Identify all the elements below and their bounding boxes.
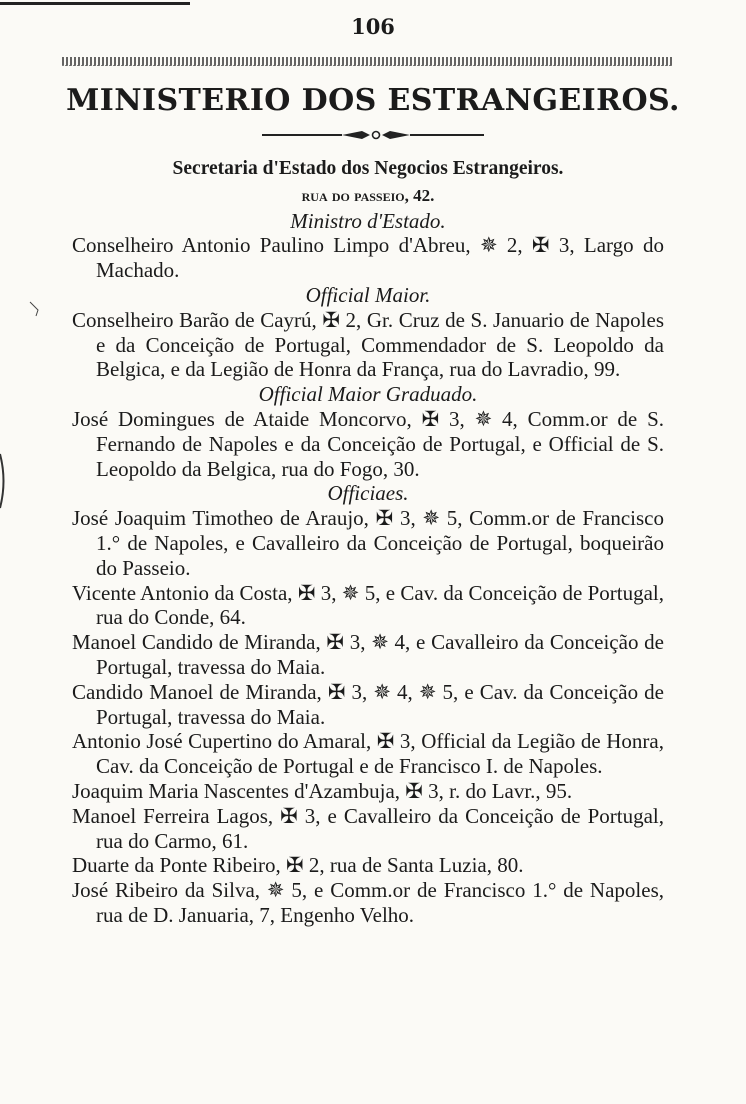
document-body <box>72 157 664 928</box>
officiaes-entry: Antonio José Cupertino do Amaral, ✠ 3, Official da Legião de Honra, Cav. da Conceição de Portugal e de Francisco I. de Napoles. <box>72 729 664 779</box>
header-rule <box>62 57 672 66</box>
officiaes-entry: Candido Manoel de Miranda, ✠ 3, ✵ 4, ✵ 5, e Cav. da Conceição de Portugal, travessa do Maia. <box>72 679 664 729</box>
official-maior-graduado-entry: José Domingues de Ataide Moncorvo, ✠ 3, ✵ 4, Comm.or de S. Fernando de Napoles e da Conceição de Portugal, e Official de S. Leopoldo da Belgica, rua do Fogo, 30. <box>72 406 664 481</box>
ornament-divider <box>262 128 484 142</box>
officiaes-entry: José Joaquim Timotheo de Araujo, ✠ 3, ✵ 5, Comm.or de Francisco 1.° de Napoles, e Cavalleiro da Conceição de Portugal, boqueirão do Passeio. <box>72 506 664 580</box>
page-number: 106 <box>351 14 395 39</box>
official-maior-graduado-heading: Official Maior Graduado. <box>258 382 478 407</box>
secretaria-address: rua do passeio, 42. <box>301 185 435 205</box>
binding-edge-mark <box>0 452 8 510</box>
margin-mark <box>28 300 42 318</box>
official-maior-entry: Conselheiro Barão de Cayrú, ✠ 2, Gr. Cruz de S. Januario de Napoles e da Conceição de Portugal, Commendador de S. Leopoldo da Belgica, e da Legião de Honra da França, rua do Lavradio, 99. <box>72 307 664 382</box>
ministro-entry: Conselheiro Antonio Paulino Limpo d'Abreu, ✵ 2, ✠ 3, Largo do Machado. <box>72 233 664 283</box>
officiaes-entry: Manoel Ferreira Lagos, ✠ 3, e Cavalleiro da Conceição de Portugal, rua do Carmo, 61. <box>72 803 664 853</box>
officiaes-entry: Manoel Candido de Miranda, ✠ 3, ✵ 4, e Cavalleiro da Conceição de Portugal, travessa do Maia. <box>72 630 664 679</box>
officiaes-entry: Joaquim Maria Nascentes d'Azambuja, ✠ 3, r. do Lavr., 95. <box>72 778 573 803</box>
officiaes-entry: Vicente Antonio da Costa, ✠ 3, ✵ 5, e Cav. da Conceição de Portugal, rua do Conde, 64. <box>72 580 664 630</box>
officiaes-heading: Officiaes. <box>327 481 409 506</box>
official-maior-heading: Official Maior. <box>305 282 431 307</box>
officiaes-entry: Duarte da Ponte Ribeiro, ✠ 2, rua de Santa Luzia, 80. <box>72 853 524 878</box>
top-rule <box>0 2 190 5</box>
officiaes-entry: José Ribeiro da Silva, ✵ 5, e Comm.or de Francisco 1.° de Napoles, rua de D. Januaria, 7, Engenho Velho. <box>72 878 664 927</box>
ministry-title: MINISTERIO DOS ESTRANGEIROS. <box>66 83 680 118</box>
ministro-heading: Ministro d'Estado. <box>290 208 446 233</box>
secretaria-heading: Secretaria d'Estado dos Negocios Estrangeiros. <box>172 158 564 179</box>
